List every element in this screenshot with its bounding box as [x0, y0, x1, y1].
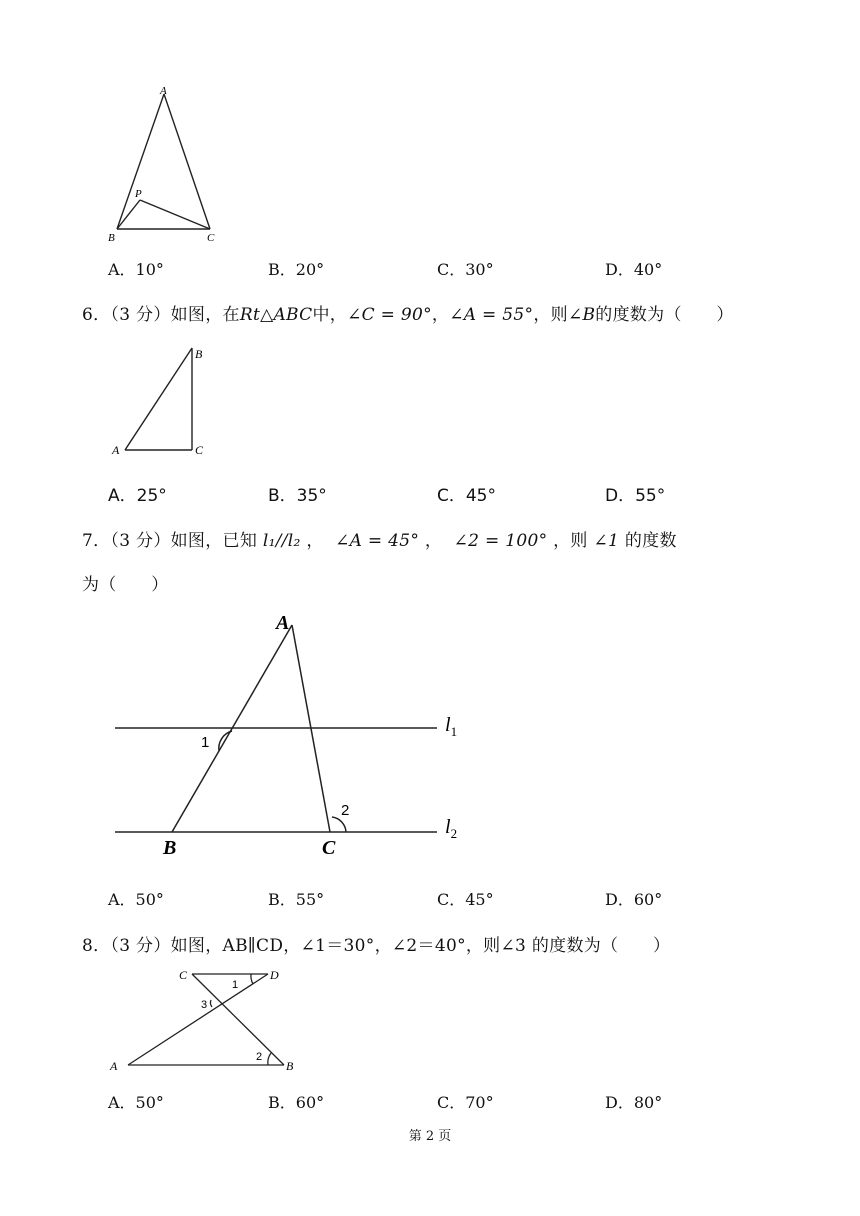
q7-label-l2-letter: l [445, 816, 451, 838]
q8-label-d: D [270, 968, 279, 982]
q7-option-d: D．60° [605, 890, 663, 909]
q5-label-c: C [207, 232, 215, 244]
q7-label-angle1: 1 [201, 734, 210, 751]
q6-option-d: D．55° [605, 486, 666, 506]
q7-label-l1-letter: l [445, 714, 451, 736]
q7-suffix: 的度数 [624, 531, 677, 551]
q8-label-angle2: 2 [256, 1051, 263, 1063]
q6-math-angle-a: ∠A = 55° [449, 305, 534, 325]
q7-label-l1 [445, 714, 457, 739]
q7-question [82, 526, 677, 551]
q8-label-angle3: 3 [201, 999, 208, 1011]
q8-option-c: C．70° [437, 1093, 494, 1112]
q6-mid3: ，则 [533, 305, 568, 325]
q7-label-c: C [322, 837, 336, 859]
q8-label-angle1: 1 [232, 979, 239, 991]
q7-label-b: B [163, 837, 177, 859]
q5-option-a: A．10° [108, 260, 164, 279]
q8-label-a: A [110, 1059, 118, 1073]
q6-mid2: ， [431, 305, 450, 325]
q6-option-b: B．35° [268, 486, 327, 506]
q7-option-c: C．45° [437, 890, 494, 909]
q7-option-b: B．55° [268, 890, 325, 909]
q5-label-p: P [135, 188, 142, 200]
q7-option-a: A．50° [108, 890, 164, 909]
q7-figure [100, 605, 480, 865]
q7-prefix: 7．（3 分）如图，已知 [82, 531, 258, 551]
q7-label-a: A [276, 612, 290, 634]
q7-math-parallel: l₁//l₂ [262, 531, 301, 551]
q6-option-c: C．45° [437, 486, 497, 506]
q5-figure [100, 82, 230, 247]
q7-label-l2-sub: 2 [450, 826, 458, 841]
q6-math-triangle: Rt△ABC [239, 305, 313, 325]
q8-question: 8．（3 分）如图，AB∥CD，∠1＝30°，∠2＝40°，则∠3 的度数为（ ） [82, 936, 671, 956]
q6-suffix: 的度数为（ ） [595, 305, 734, 325]
page-footer: 第 2 页 [408, 1129, 452, 1144]
q5-label-a: A [160, 85, 167, 97]
q7-math-angle-a: ∠A = 45° [335, 531, 420, 551]
q6-label-b: B [195, 347, 203, 361]
q7-mid1: ， [306, 531, 324, 551]
q6-figure [108, 340, 218, 460]
q6-math-angle-b: ∠B [567, 305, 596, 325]
q6-option-a: A．25° [108, 486, 167, 506]
q7-math-angle-2: ∠2 = 100° [453, 531, 548, 551]
q8-figure [100, 962, 310, 1077]
q6-question [82, 300, 734, 325]
q7-math-angle-1: ∠1 [593, 531, 620, 551]
q8-option-d: D．80° [605, 1093, 663, 1112]
q8-label-c: C [179, 968, 188, 982]
q7-label-l1-sub: 1 [450, 724, 458, 739]
q6-prefix: 6．（3 分）如图，在 [82, 305, 240, 325]
q5-label-b: B [108, 232, 115, 244]
q8-option-b: B．60° [268, 1093, 325, 1112]
q6-mid1: 中， [312, 305, 348, 325]
q6-label-a: A [112, 443, 120, 457]
q5-option-b: B．20° [268, 260, 325, 279]
q7-question-line2: 为（ ） [82, 575, 169, 595]
q6-label-c: C [195, 443, 204, 457]
q7-mid3: ，则 [553, 531, 588, 551]
q8-label-b: B [286, 1059, 294, 1073]
q7-label-l2 [445, 816, 457, 841]
q5-option-c: C．30° [437, 260, 494, 279]
q7-label-angle2: 2 [341, 802, 350, 819]
q7-mid2: ， [424, 531, 443, 551]
q5-option-d: D．40° [605, 260, 663, 279]
q6-math-angle-c: ∠C = 90° [347, 305, 432, 325]
q8-option-a: A．50° [108, 1093, 164, 1112]
